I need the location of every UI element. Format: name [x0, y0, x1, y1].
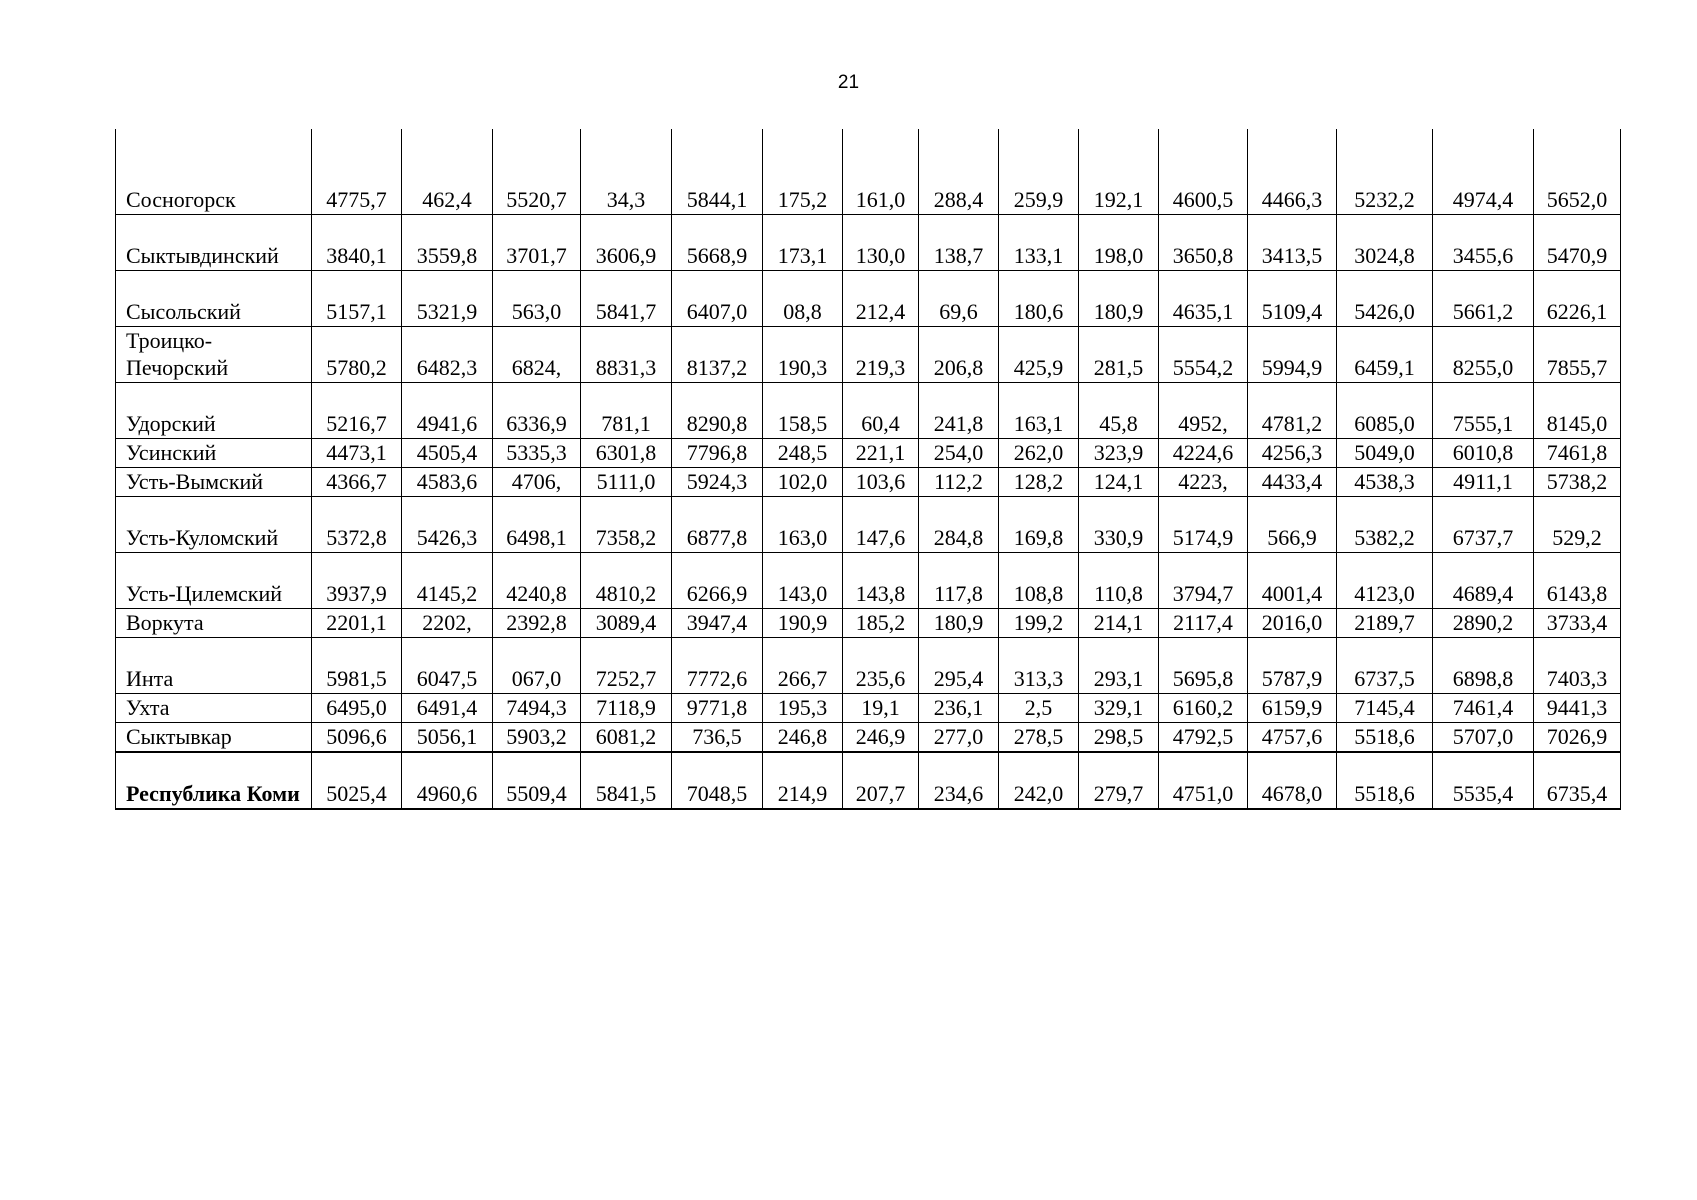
value-cell: 3947,4	[672, 609, 763, 638]
row-name-cell: Воркута	[116, 609, 312, 638]
value-cell: 6301,8	[581, 439, 672, 468]
value-cell: 259,9	[999, 129, 1079, 215]
value-cell: 329,1	[1079, 694, 1159, 723]
value-cell: 3606,9	[581, 215, 672, 271]
value-cell: 4757,6	[1248, 723, 1337, 753]
value-cell: 8137,2	[672, 327, 763, 383]
value-cell: 5695,8	[1159, 638, 1248, 694]
value-cell: 5738,2	[1534, 468, 1621, 497]
value-cell: 4366,7	[312, 468, 402, 497]
row-name-cell: Сысольский	[116, 271, 312, 327]
value-cell: 6159,9	[1248, 694, 1337, 723]
value-cell: 3733,4	[1534, 609, 1621, 638]
value-cell: 5426,3	[402, 497, 493, 553]
value-cell: 4775,7	[312, 129, 402, 215]
value-cell: 7118,9	[581, 694, 672, 723]
value-cell: 234,6	[919, 752, 999, 809]
value-cell: 262,0	[999, 439, 1079, 468]
row-name-cell: Удорский	[116, 383, 312, 439]
value-cell: 161,0	[843, 129, 919, 215]
value-cell: 147,6	[843, 497, 919, 553]
table-row	[116, 215, 1621, 271]
table-row	[116, 439, 1621, 468]
row-name-cell: Троицко-Печорский	[116, 327, 312, 383]
value-cell: 4505,4	[402, 439, 493, 468]
row-name-cell: Сыктывдинский	[116, 215, 312, 271]
value-cell: 221,1	[843, 439, 919, 468]
value-cell: 2202,	[402, 609, 493, 638]
value-cell: 4689,4	[1433, 553, 1534, 609]
value-cell: 6226,1	[1534, 271, 1621, 327]
value-cell: 067,0	[493, 638, 581, 694]
value-cell: 2016,0	[1248, 609, 1337, 638]
value-cell: 163,1	[999, 383, 1079, 439]
value-cell: 4952,	[1159, 383, 1248, 439]
value-cell: 6495,0	[312, 694, 402, 723]
value-cell: 9441,3	[1534, 694, 1621, 723]
value-cell: 5321,9	[402, 271, 493, 327]
value-cell: 235,6	[843, 638, 919, 694]
value-cell: 266,7	[763, 638, 843, 694]
value-cell: 3413,5	[1248, 215, 1337, 271]
value-cell: 6482,3	[402, 327, 493, 383]
value-cell: 3794,7	[1159, 553, 1248, 609]
value-cell: 462,4	[402, 129, 493, 215]
value-cell: 5841,5	[581, 752, 672, 809]
value-cell: 4538,3	[1337, 468, 1433, 497]
value-cell: 180,6	[999, 271, 1079, 327]
value-cell: 212,4	[843, 271, 919, 327]
table-row	[116, 723, 1621, 753]
value-cell: 6737,5	[1337, 638, 1433, 694]
value-cell: 6407,0	[672, 271, 763, 327]
value-cell: 143,0	[763, 553, 843, 609]
value-cell: 5157,1	[312, 271, 402, 327]
value-cell: 60,4	[843, 383, 919, 439]
value-cell: 293,1	[1079, 638, 1159, 694]
value-cell: 298,5	[1079, 723, 1159, 753]
value-cell: 7145,4	[1337, 694, 1433, 723]
value-cell: 5661,2	[1433, 271, 1534, 327]
value-cell: 278,5	[999, 723, 1079, 753]
value-cell: 4223,	[1159, 468, 1248, 497]
value-cell: 4466,3	[1248, 129, 1337, 215]
value-cell: 6737,7	[1433, 497, 1534, 553]
value-cell: 279,7	[1079, 752, 1159, 809]
value-cell: 5787,9	[1248, 638, 1337, 694]
value-cell: 4678,0	[1248, 752, 1337, 809]
value-cell: 7026,9	[1534, 723, 1621, 753]
value-cell: 180,9	[919, 609, 999, 638]
value-cell: 4810,2	[581, 553, 672, 609]
value-cell: 190,3	[763, 327, 843, 383]
value-cell: 323,9	[1079, 439, 1159, 468]
value-cell: 5382,2	[1337, 497, 1433, 553]
value-cell: 6143,8	[1534, 553, 1621, 609]
value-cell: 277,0	[919, 723, 999, 753]
value-cell: 110,8	[1079, 553, 1159, 609]
page-number: 21	[837, 72, 860, 93]
value-cell: 5652,0	[1534, 129, 1621, 215]
value-cell: 69,6	[919, 271, 999, 327]
value-cell: 7855,7	[1534, 327, 1621, 383]
value-cell: 566,9	[1248, 497, 1337, 553]
value-cell: 4706,	[493, 468, 581, 497]
value-cell: 8290,8	[672, 383, 763, 439]
row-name-cell: Республика Коми	[116, 752, 312, 809]
value-cell: 529,2	[1534, 497, 1621, 553]
value-cell: 295,4	[919, 638, 999, 694]
value-cell: 206,8	[919, 327, 999, 383]
value-cell: 5780,2	[312, 327, 402, 383]
value-cell: 254,0	[919, 439, 999, 468]
value-cell: 138,7	[919, 215, 999, 271]
value-cell: 214,9	[763, 752, 843, 809]
value-cell: 198,0	[1079, 215, 1159, 271]
value-cell: 281,5	[1079, 327, 1159, 383]
value-cell: 190,9	[763, 609, 843, 638]
value-cell: 103,6	[843, 468, 919, 497]
value-cell: 185,2	[843, 609, 919, 638]
value-cell: 5426,0	[1337, 271, 1433, 327]
value-cell: 4123,0	[1337, 553, 1433, 609]
value-cell: 5216,7	[312, 383, 402, 439]
row-name-cell: Сыктывкар	[116, 723, 312, 753]
value-cell: 5903,2	[493, 723, 581, 753]
value-cell: 7403,3	[1534, 638, 1621, 694]
value-cell: 248,5	[763, 439, 843, 468]
value-cell: 6160,2	[1159, 694, 1248, 723]
value-cell: 133,1	[999, 215, 1079, 271]
value-cell: 5707,0	[1433, 723, 1534, 753]
value-cell: 5981,5	[312, 638, 402, 694]
value-cell: 199,2	[999, 609, 1079, 638]
value-cell: 4751,0	[1159, 752, 1248, 809]
value-cell: 5535,4	[1433, 752, 1534, 809]
value-cell: 4792,5	[1159, 723, 1248, 753]
value-cell: 207,7	[843, 752, 919, 809]
value-cell: 2890,2	[1433, 609, 1534, 638]
value-cell: 4256,3	[1248, 439, 1337, 468]
value-cell: 108,8	[999, 553, 1079, 609]
table-row	[116, 327, 1621, 383]
value-cell: 6735,4	[1534, 752, 1621, 809]
value-cell: 4473,1	[312, 439, 402, 468]
value-cell: 34,3	[581, 129, 672, 215]
value-cell: 7252,7	[581, 638, 672, 694]
value-cell: 3840,1	[312, 215, 402, 271]
value-cell: 5111,0	[581, 468, 672, 497]
value-cell: 563,0	[493, 271, 581, 327]
value-cell: 180,9	[1079, 271, 1159, 327]
value-cell: 330,9	[1079, 497, 1159, 553]
value-cell: 4240,8	[493, 553, 581, 609]
value-cell: 4224,6	[1159, 439, 1248, 468]
value-cell: 4941,6	[402, 383, 493, 439]
value-cell: 08,8	[763, 271, 843, 327]
value-cell: 5056,1	[402, 723, 493, 753]
value-cell: 5518,6	[1337, 752, 1433, 809]
value-cell: 195,3	[763, 694, 843, 723]
value-cell: 4781,2	[1248, 383, 1337, 439]
value-cell: 143,8	[843, 553, 919, 609]
value-cell: 5025,4	[312, 752, 402, 809]
value-cell: 5335,3	[493, 439, 581, 468]
value-cell: 6877,8	[672, 497, 763, 553]
data-table	[115, 129, 1621, 810]
value-cell: 6459,1	[1337, 327, 1433, 383]
value-cell: 242,0	[999, 752, 1079, 809]
value-cell: 2117,4	[1159, 609, 1248, 638]
value-cell: 7461,8	[1534, 439, 1621, 468]
value-cell: 284,8	[919, 497, 999, 553]
value-cell: 7555,1	[1433, 383, 1534, 439]
table-row	[116, 694, 1621, 723]
value-cell: 5049,0	[1337, 439, 1433, 468]
value-cell: 9771,8	[672, 694, 763, 723]
value-cell: 5509,4	[493, 752, 581, 809]
row-name-cell: Усть-Цилемский	[116, 553, 312, 609]
value-cell: 6010,8	[1433, 439, 1534, 468]
value-cell: 3650,8	[1159, 215, 1248, 271]
value-cell: 3701,7	[493, 215, 581, 271]
value-cell: 5232,2	[1337, 129, 1433, 215]
value-cell: 102,0	[763, 468, 843, 497]
value-cell: 5668,9	[672, 215, 763, 271]
value-cell: 5518,6	[1337, 723, 1433, 753]
value-cell: 192,1	[1079, 129, 1159, 215]
table-row	[116, 752, 1621, 809]
value-cell: 6085,0	[1337, 383, 1433, 439]
value-cell: 2201,1	[312, 609, 402, 638]
value-cell: 8145,0	[1534, 383, 1621, 439]
value-cell: 8831,3	[581, 327, 672, 383]
value-cell: 4974,4	[1433, 129, 1534, 215]
value-cell: 130,0	[843, 215, 919, 271]
value-cell: 6336,9	[493, 383, 581, 439]
value-cell: 128,2	[999, 468, 1079, 497]
value-cell: 5109,4	[1248, 271, 1337, 327]
table-row	[116, 609, 1621, 638]
value-cell: 173,1	[763, 215, 843, 271]
row-name-cell: Усть-Куломский	[116, 497, 312, 553]
value-cell: 425,9	[999, 327, 1079, 383]
value-cell: 4433,4	[1248, 468, 1337, 497]
value-cell: 2,5	[999, 694, 1079, 723]
value-cell: 5924,3	[672, 468, 763, 497]
value-cell: 5554,2	[1159, 327, 1248, 383]
value-cell: 246,9	[843, 723, 919, 753]
value-cell: 158,5	[763, 383, 843, 439]
row-name-cell: Усть-Вымский	[116, 468, 312, 497]
table-row	[116, 383, 1621, 439]
value-cell: 6824,	[493, 327, 581, 383]
table-row	[116, 497, 1621, 553]
value-cell: 6498,1	[493, 497, 581, 553]
value-cell: 6081,2	[581, 723, 672, 753]
value-cell: 5841,7	[581, 271, 672, 327]
value-cell: 236,1	[919, 694, 999, 723]
value-cell: 7772,6	[672, 638, 763, 694]
value-cell: 5096,6	[312, 723, 402, 753]
value-cell: 7494,3	[493, 694, 581, 723]
value-cell: 45,8	[1079, 383, 1159, 439]
value-cell: 3089,4	[581, 609, 672, 638]
value-cell: 6266,9	[672, 553, 763, 609]
row-name-cell: Сосногорск	[116, 129, 312, 215]
value-cell: 117,8	[919, 553, 999, 609]
row-name-cell: Усинский	[116, 439, 312, 468]
value-cell: 112,2	[919, 468, 999, 497]
value-cell: 5520,7	[493, 129, 581, 215]
value-cell: 3559,8	[402, 215, 493, 271]
value-cell: 241,8	[919, 383, 999, 439]
value-cell: 124,1	[1079, 468, 1159, 497]
value-cell: 4145,2	[402, 553, 493, 609]
value-cell: 8255,0	[1433, 327, 1534, 383]
value-cell: 219,3	[843, 327, 919, 383]
value-cell: 5844,1	[672, 129, 763, 215]
value-cell: 6047,5	[402, 638, 493, 694]
value-cell: 2189,7	[1337, 609, 1433, 638]
table-body	[116, 129, 1621, 809]
value-cell: 6898,8	[1433, 638, 1534, 694]
value-cell: 7358,2	[581, 497, 672, 553]
value-cell: 4583,6	[402, 468, 493, 497]
value-cell: 7461,4	[1433, 694, 1534, 723]
value-cell: 5994,9	[1248, 327, 1337, 383]
value-cell: 4001,4	[1248, 553, 1337, 609]
table-row	[116, 553, 1621, 609]
value-cell: 3024,8	[1337, 215, 1433, 271]
value-cell: 7796,8	[672, 439, 763, 468]
row-name-cell: Инта	[116, 638, 312, 694]
value-cell: 4911,1	[1433, 468, 1534, 497]
value-cell: 4635,1	[1159, 271, 1248, 327]
row-name-cell: Ухта	[116, 694, 312, 723]
value-cell: 2392,8	[493, 609, 581, 638]
table-row	[116, 129, 1621, 215]
value-cell: 175,2	[763, 129, 843, 215]
value-cell: 19,1	[843, 694, 919, 723]
value-cell: 246,8	[763, 723, 843, 753]
value-cell: 214,1	[1079, 609, 1159, 638]
value-cell: 5470,9	[1534, 215, 1621, 271]
value-cell: 313,3	[999, 638, 1079, 694]
table-row	[116, 271, 1621, 327]
value-cell: 7048,5	[672, 752, 763, 809]
value-cell: 4960,6	[402, 752, 493, 809]
value-cell: 736,5	[672, 723, 763, 753]
value-cell: 3455,6	[1433, 215, 1534, 271]
value-cell: 169,8	[999, 497, 1079, 553]
value-cell: 5372,8	[312, 497, 402, 553]
value-cell: 781,1	[581, 383, 672, 439]
table-row	[116, 638, 1621, 694]
value-cell: 288,4	[919, 129, 999, 215]
value-cell: 6491,4	[402, 694, 493, 723]
value-cell: 3937,9	[312, 553, 402, 609]
value-cell: 5174,9	[1159, 497, 1248, 553]
table-row	[116, 468, 1621, 497]
value-cell: 163,0	[763, 497, 843, 553]
value-cell: 4600,5	[1159, 129, 1248, 215]
